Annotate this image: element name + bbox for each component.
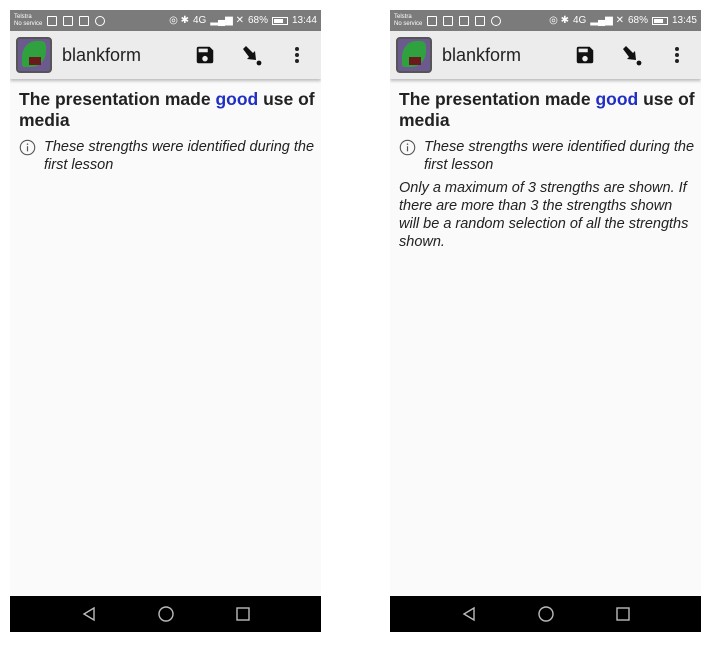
- app-title: blankform: [442, 44, 522, 65]
- download-button[interactable]: [239, 43, 263, 67]
- navigation-bar: [10, 596, 321, 632]
- battery-percent: 68%: [627, 15, 648, 26]
- save-icon: [194, 44, 216, 66]
- clock: 13:45: [671, 15, 697, 26]
- question-highlight: good: [215, 89, 259, 109]
- form-content: [399, 89, 695, 251]
- form-content: [19, 89, 315, 179]
- app-bar: [390, 31, 701, 79]
- nav-recents-icon: [615, 606, 631, 622]
- nav-back-icon: [461, 606, 477, 622]
- notification-icon: [427, 16, 437, 26]
- save-button[interactable]: [573, 43, 597, 67]
- nav-home-icon: [157, 605, 175, 623]
- save-button[interactable]: [193, 43, 217, 67]
- carrier-info: [394, 14, 422, 28]
- nav-recents-button[interactable]: [613, 604, 633, 624]
- overflow-menu-icon: [674, 46, 680, 64]
- carrier-status: No service: [14, 20, 43, 27]
- nav-back-icon: [81, 606, 97, 622]
- question-text: The presentation made: [399, 89, 596, 109]
- download-arrow-icon: [619, 43, 643, 67]
- nav-home-icon: [537, 605, 555, 623]
- download-button[interactable]: [619, 43, 643, 67]
- hint-row: [399, 138, 695, 174]
- question-text-end: use of media: [399, 89, 695, 130]
- question-text-end: use of media: [19, 89, 315, 130]
- network-label: 4G: [572, 15, 587, 26]
- status-bar: [10, 10, 321, 31]
- signal-icon: ◎ ✱: [549, 15, 569, 26]
- info-icon: [399, 139, 416, 156]
- signal-bars-icon: ▂▄▆ ✕: [210, 15, 244, 26]
- navigation-bar: [390, 596, 701, 632]
- battery-icon: [272, 17, 288, 25]
- battery-icon: [652, 17, 668, 25]
- notification-icon: [459, 16, 469, 26]
- phone-screen-right: [390, 10, 701, 632]
- nav-back-button[interactable]: [459, 604, 479, 624]
- save-icon: [574, 44, 596, 66]
- info-icon: [19, 139, 36, 156]
- carrier-status: No service: [394, 20, 423, 27]
- app-logo: [16, 37, 52, 73]
- clock: 13:44: [291, 15, 317, 26]
- status-bar: [390, 10, 701, 31]
- nav-recents-icon: [235, 606, 251, 622]
- carrier-info: [14, 14, 42, 28]
- overflow-menu-button[interactable]: [285, 43, 309, 67]
- nav-home-button[interactable]: [156, 604, 176, 624]
- download-arrow-icon: [239, 43, 263, 67]
- question-label: [19, 89, 315, 131]
- overflow-menu-button[interactable]: [665, 43, 689, 67]
- phone-screen-left: [10, 10, 321, 632]
- overflow-menu-icon: [294, 46, 300, 64]
- nav-back-button[interactable]: [79, 604, 99, 624]
- nav-recents-button[interactable]: [233, 604, 253, 624]
- hint-text: These strengths were identified during the first lesson: [44, 139, 315, 173]
- notification-icon: [95, 16, 105, 26]
- carrier-name: Telstra: [394, 13, 412, 20]
- question-label: [399, 89, 695, 131]
- notification-icon: [475, 16, 485, 26]
- notification-icon: [47, 16, 57, 26]
- notification-icon: [79, 16, 89, 26]
- strengths-note: Only a maximum of 3 strengths are shown. If there are more than 3 the strengths shown will be a random selection of all the strengths shown.: [399, 180, 689, 250]
- question-text: The presentation made: [19, 89, 216, 109]
- signal-bars-icon: ▂▄▆ ✕: [590, 15, 624, 26]
- app-logo: [396, 37, 432, 73]
- hint-text: These strengths were identified during the first lesson: [424, 139, 695, 173]
- battery-percent: 68%: [247, 15, 268, 26]
- app-bar: [10, 31, 321, 79]
- notification-icon: [63, 16, 73, 26]
- carrier-name: Telstra: [14, 13, 32, 20]
- signal-icon: ◎ ✱: [169, 15, 189, 26]
- nav-home-button[interactable]: [536, 604, 556, 624]
- hint-row: [19, 138, 315, 174]
- image-notification-icon: [443, 16, 453, 26]
- app-title: blankform: [62, 44, 142, 65]
- question-highlight: good: [595, 89, 639, 109]
- notification-icon: [491, 16, 501, 26]
- network-label: 4G: [192, 15, 207, 26]
